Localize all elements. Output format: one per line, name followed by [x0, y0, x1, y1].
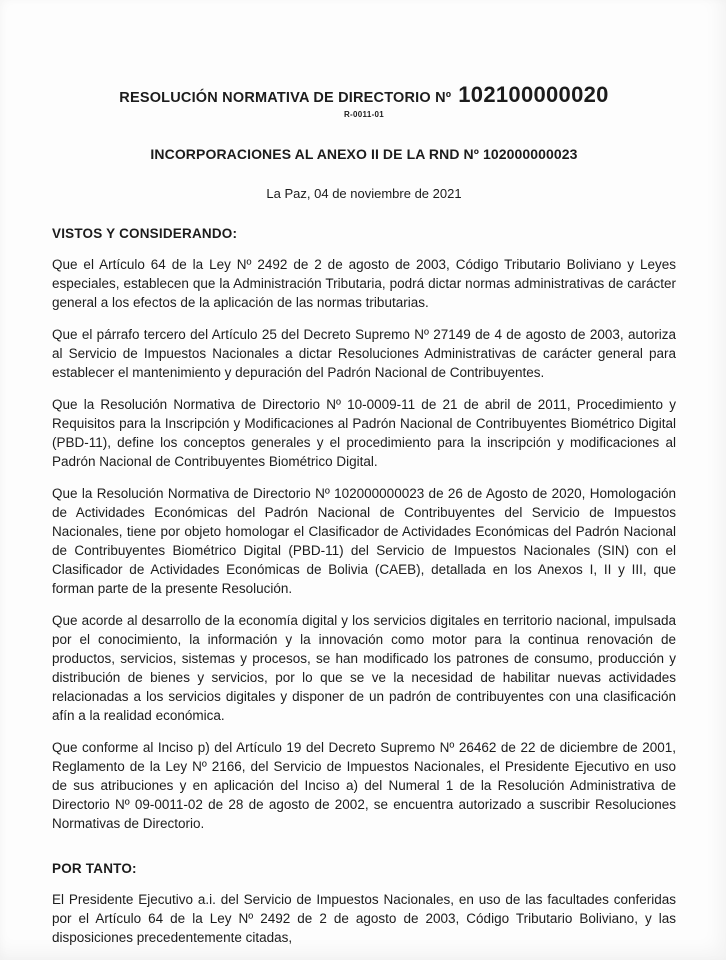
paragraph: Que la Resolución Normativa de Directorio Nº 10-0009-11 de 21 de abril de 2011, Procedimiento y Requisitos para la Inscripción y Modificaciones al Padrón Nacional de Contribuyentes Biométrico Digital (PBD-11), define los conceptos generales y el procedimiento para la inscripción y modificaciones al Padrón Nacional de Contribuyentes Biométrico Digital. — [52, 397, 676, 469]
paragraph: El Presidente Ejecutivo a.i. del Servicio de Impuestos Nacionales, en uso de las facultades conferidas por el Artículo 64 de la Ley Nº 2492 de 2 de agosto de 2003, Código Tributario Boliviano, y las disposiciones precedentemente citadas, — [52, 892, 676, 945]
section-heading-vistos-y-considerando: VISTOS Y CONSIDERANDO: — [52, 226, 238, 241]
document-subtitle: INCORPORACIONES AL ANEXO II DE LA RND Nº 102000000023 — [150, 146, 578, 162]
page-title — [52, 82, 676, 108]
paragraph: Que acorde al desarrollo de la economía digital y los servicios digitales en territorio nacional, impulsada por el conocimiento, la información y la innovación como motor para la continua renovación de productos, servicios, sistemas y procesos, se han modificado los patrones de consumo, producción y distribución de bienes y servicios, por lo que se ve la necesidad de habilitar nuevas actividades relacionadas a los servicios digitales y disponer de un padrón de contribuyentes con una clasificación afín a la realidad económica. — [52, 613, 676, 723]
paragraph: Que la Resolución Normativa de Directorio Nº 102000000023 de 26 de Agosto de 2020, Homologación de Actividades Económicas del Padrón Nacional de Contribuyentes del Servicio de Impuestos Nacionales, tiene por objeto homologar el Clasificador de Actividades Económicas del Padrón Nacional de Contribuyentes Biométrico Digital (PBD-11) del Servicio de Impuestos Nacionales (SIN) con el Clasificador de Actividades Económicas de Bolivia (CAEB), detallada en los Anexos I, II y III, que forman parte de la presente Resolución. — [52, 486, 676, 596]
document-content — [52, 82, 676, 947]
title-number: 102100000020 — [458, 82, 609, 107]
paragraph: Que conforme al Inciso p) del Artículo 19 del Decreto Supremo Nº 26462 de 22 de diciembre de 2001, Reglamento de la Ley Nº 2166, del Servicio de Impuestos Nacionales, el Presidente Ejecutivo en uso de sus atribuciones y en aplicación del Inciso a) del Numeral 1 de la Resolución Administrativa de Directorio Nº 09-0011-02 de 28 de agosto de 2002, se encuentra autorizado a suscribir Resoluciones Normativas de Directorio. — [52, 740, 676, 831]
paragraph: Que el Artículo 64 de la Ley Nº 2492 de 2 de agosto de 2003, Código Tributario Boliviano y Leyes especiales, establecen que la Administración Tributaria, podrá dictar normas administrativas de carácter general a los efectos de la aplicación de las normas tributarias. — [52, 257, 676, 310]
section-heading-por-tanto: POR TANTO: — [52, 861, 137, 876]
form-code: R-0011-01 — [343, 110, 385, 119]
dateline: La Paz, 04 de noviembre de 2021 — [266, 186, 462, 201]
paragraph: Que el párrafo tercero del Artículo 25 del Decreto Supremo Nº 27149 de 4 de agosto de 2003, autoriza al Servicio de Impuestos Nacionales a dictar Resoluciones Administrativas de carácter general para establecer el mantenimiento y depuración del Padrón Nacional de Contribuyentes. — [52, 327, 676, 380]
title-prefix: RESOLUCIÓN NORMATIVA DE DIRECTORIO Nº — [119, 90, 452, 106]
